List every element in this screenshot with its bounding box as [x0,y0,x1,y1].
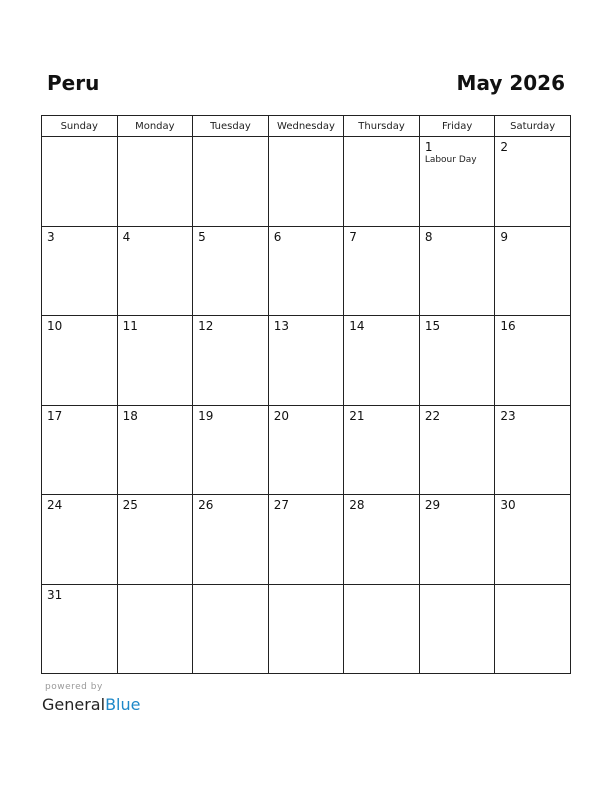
day-number: 6 [273,229,282,244]
week-row [42,405,571,495]
day-number: 30 [500,498,516,512]
day-number: 13 [273,319,289,333]
week-row [42,137,571,227]
day-cell [117,495,193,585]
day-number: 15 [424,319,441,333]
day-cell [495,137,571,227]
day-number: 21 [349,408,365,423]
weekday-header-row [42,116,571,137]
calendar-grid [41,115,571,674]
day-number: 4 [122,229,131,244]
day-number: 31 [47,587,63,602]
weekday-monday: Monday [117,116,193,137]
day-number: 23 [500,408,516,423]
empty-day-cell [117,137,193,227]
weekday-sunday: Sunday [42,116,118,137]
day-cell [42,316,118,406]
day-cell [419,226,495,316]
brand-general-text: General [42,695,106,714]
empty-day-cell [42,137,118,227]
day-cell [193,495,269,585]
day-cell [42,584,118,674]
empty-day-cell [193,584,269,674]
day-number: 24 [47,498,63,512]
empty-day-cell [419,584,495,674]
day-number: 25 [122,498,138,512]
brand-logo [42,695,140,715]
holiday-label: Labour Day [424,155,477,165]
day-cell [419,405,495,495]
week-row [42,584,571,674]
week-row [42,495,571,585]
day-number: 9 [500,229,509,244]
week-row [42,316,571,406]
day-cell [268,495,344,585]
day-number: 5 [198,229,206,244]
day-cell [117,226,193,316]
empty-day-cell [117,584,193,674]
weekday-tuesday: Tuesday [193,116,269,137]
month-year-title: May 2026 [456,71,565,95]
day-number: 19 [198,408,214,423]
day-cell [268,316,344,406]
day-number: 14 [349,319,365,333]
day-cell [193,405,269,495]
empty-day-cell [268,584,344,674]
weekday-saturday: Saturday [495,116,571,137]
day-cell [344,316,420,406]
day-cell [344,405,420,495]
country-title: Peru [47,71,100,95]
day-cell [268,226,344,316]
day-number: 1 [424,140,433,154]
day-cell [495,405,571,495]
powered-by-text: powered by [45,682,103,692]
day-cell [268,405,344,495]
day-number: 10 [47,319,63,333]
empty-day-cell [344,137,420,227]
empty-day-cell [268,137,344,227]
weekday-friday: Friday [419,116,495,137]
weekday-wednesday: Wednesday [268,116,344,137]
day-cell [42,405,118,495]
day-cell [344,226,420,316]
day-cell [419,495,495,585]
day-cell [495,226,571,316]
day-number: 12 [198,319,214,333]
day-cell [495,495,571,585]
day-number: 8 [424,229,433,244]
empty-day-cell [495,584,571,674]
day-number: 7 [349,229,357,244]
day-cell [419,137,495,227]
day-number: 29 [424,498,441,512]
day-cell [42,495,118,585]
day-number: 20 [273,408,289,423]
weekday-thursday: Thursday [344,116,420,137]
footer-branding [42,682,140,715]
day-number: 18 [122,408,138,423]
day-cell [344,495,420,585]
day-cell [419,316,495,406]
day-number: 28 [349,498,365,512]
brand-blue-text: Blue [105,695,141,714]
day-cell [42,226,118,316]
day-number: 16 [500,319,516,333]
empty-day-cell [193,137,269,227]
day-cell [193,316,269,406]
day-number: 27 [273,498,289,512]
empty-day-cell [344,584,420,674]
day-cell [117,316,193,406]
day-cell [117,405,193,495]
day-number: 22 [424,408,441,423]
day-number: 17 [47,408,63,423]
day-cell [193,226,269,316]
day-cell [495,316,571,406]
week-row [42,226,571,316]
day-number: 3 [47,229,55,244]
day-number: 11 [122,319,138,333]
day-number: 2 [500,140,509,154]
day-number: 26 [198,498,214,512]
